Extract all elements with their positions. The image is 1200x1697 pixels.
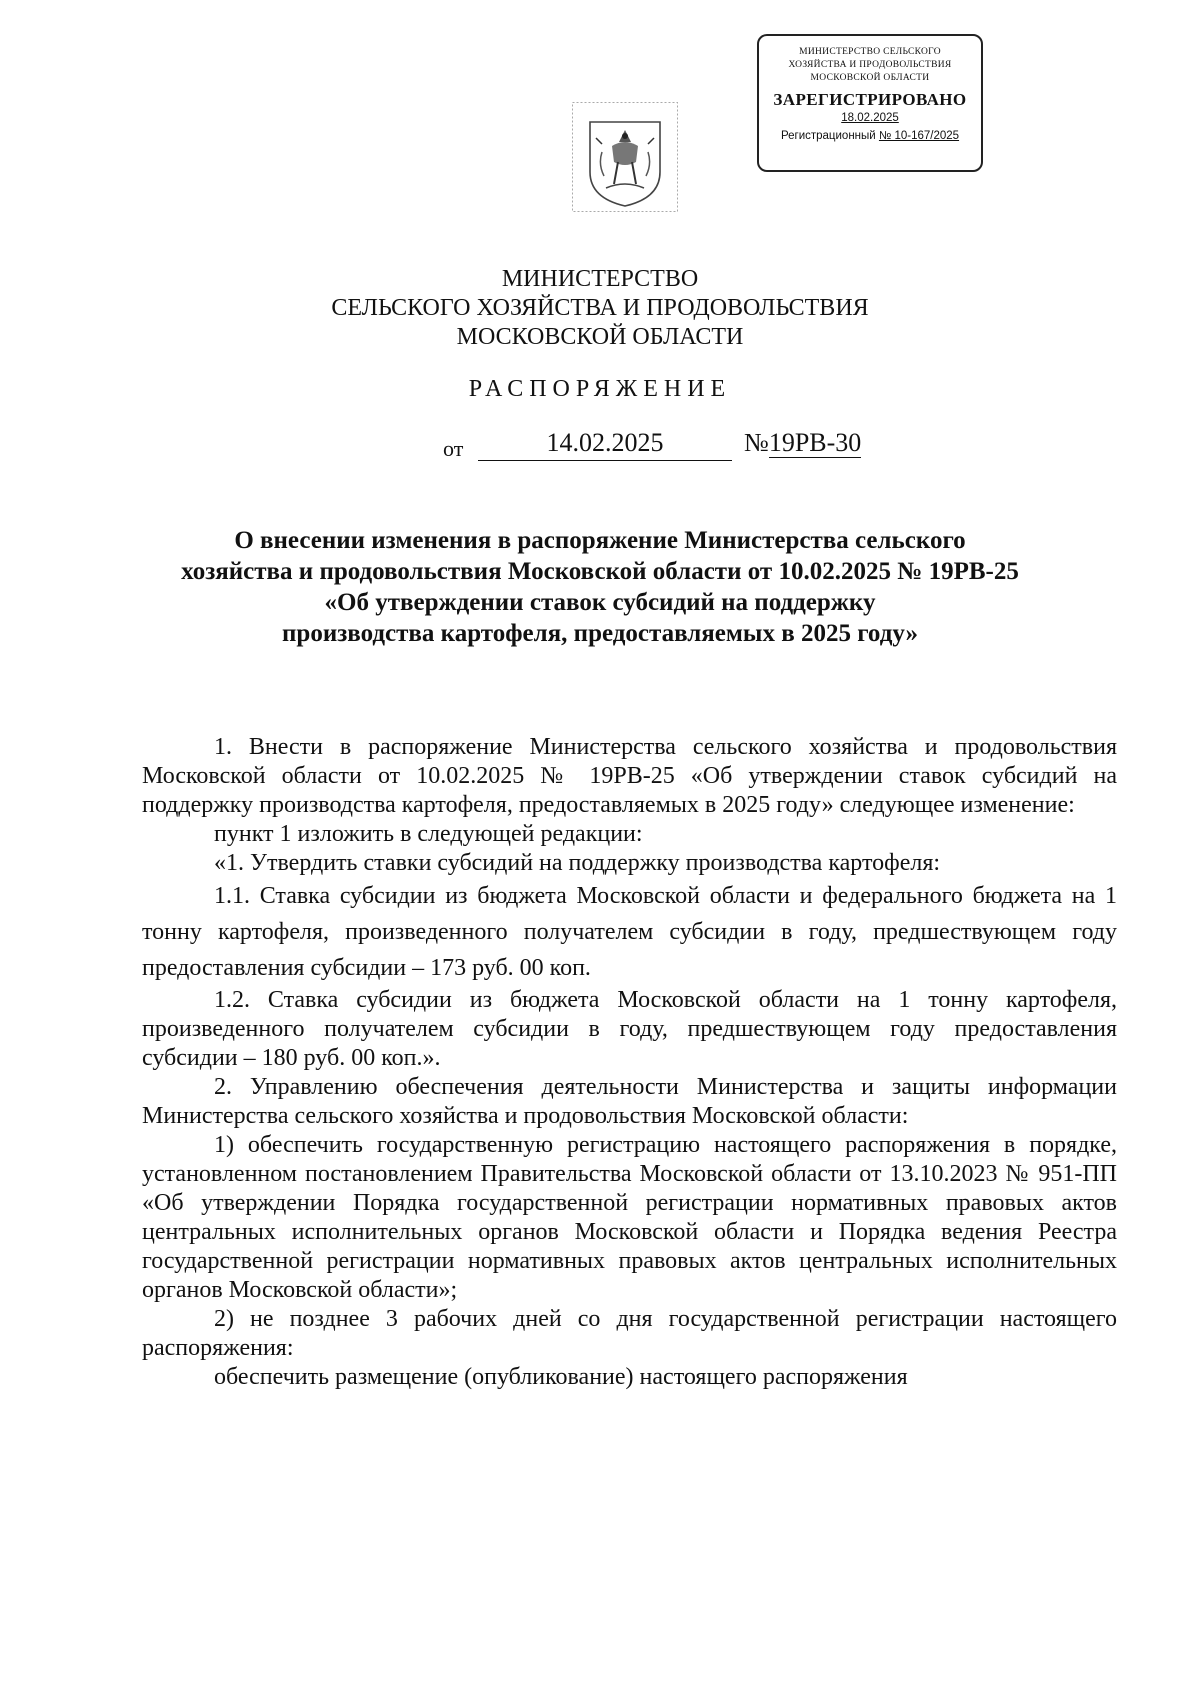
document-number: 19РВ-30 [768,428,862,457]
paragraph-2-1: 1) обеспечить государственную регистрацию настоящего распоряжения в порядке, установленном постановлением Правительства Московской области от 13.10.2023 № 951-ПП «Об утверждении Порядка государственной регистрации нормативных правовых актов центральных исполнительных органов Московской области и Порядка ведения Реестра государственной регистрации нормативных правовых актов центральных исполнительных органов Московской области»; [142,1132,1117,1303]
document-title [0,525,1200,649]
paragraph-1-1: 1.1. Ставка субсидии из бюджета Московской области и федерального бюджета на 1 тонну картофеля, произведенного получателем субсидии в году, предшествующем году предоставления субсидии – 173 руб. 00 коп. [142,883,1117,981]
title-line-2: хозяйства и продовольствия Московской области от 10.02.2025 № 19РВ-25 [181,558,1019,585]
date-prefix: от [443,436,464,461]
stamp-status: ЗАРЕГИСТРИРОВАНО [773,90,967,109]
stamp-line-3: МОСКОВСКОЙ ОБЛАСТИ [810,73,930,83]
ministry-line-1: МИНИСТЕРСТВО [501,266,699,292]
stamp-reg-number: № 10-167/2025 [878,130,960,142]
paragraph-2: пункт 1 изложить в следующей редакции: [214,821,643,847]
document-body [142,733,1117,1392]
stamp-line-1: МИНИСТЕРСТВО СЕЛЬСКОГО [799,47,941,57]
title-line-4: производства картофеля, предоставляемых в 2025 году» [282,620,918,647]
document-date: 14.02.2025 [478,428,732,461]
paragraph-3: «1. Утвердить ставки субсидий на поддержку производства картофеля: [214,850,941,876]
stamp-reg-label: Регистрационный [780,130,876,142]
ministry-line-3: МОСКОВСКОЙ ОБЛАСТИ [456,324,744,350]
paragraph-2-2: 2) не позднее 3 рабочих дней со дня государственной регистрации настоящего распоряжения: [142,1306,1117,1361]
ministry-line-2: СЕЛЬСКОГО ХОЗЯЙСТВА И ПРОДОВОЛЬСТВИЯ [331,295,869,321]
ministry-header [0,265,1200,352]
title-line-1: О внесении изменения в распоряжение Министерства сельского [234,527,966,554]
paragraph-1: 1. Внести в распоряжение Министерства сельского хозяйства и продовольствия Московской области от 10.02.2025 № 19РВ-25 «Об утверждении ставок субсидий на поддержку производства картофеля, предоставляемых в 2025 году» следующее изменение: [142,734,1117,818]
paragraph-2-2-text: обеспечить размещение (опубликование) настоящего распоряжения [214,1364,908,1390]
number-prefix: № [744,428,769,457]
paragraph-1-2: 1.2. Ставка субсидии из бюджета Московской области на 1 тонну картофеля, произведенного получателем субсидии в году, предшествующем году предоставления субсидии – 180 руб. 00 коп.». [142,987,1117,1071]
stamp-date: 18.02.2025 [841,112,899,124]
title-line-3: «Об утверждении ставок субсидий на поддержку [324,589,876,616]
paragraph-2-main: 2. Управлению обеспечения деятельности Министерства и защиты информации Министерства сельского хозяйства и продовольствия Московской области: [142,1074,1117,1129]
document-type: РАСПОРЯЖЕНИЕ [468,376,732,402]
stamp-line-2: ХОЗЯЙСТВА И ПРОДОВОЛЬСТВИЯ [788,60,952,70]
moscow-oblast-coat-of-arms-icon [572,102,678,212]
registration-stamp [757,34,983,172]
